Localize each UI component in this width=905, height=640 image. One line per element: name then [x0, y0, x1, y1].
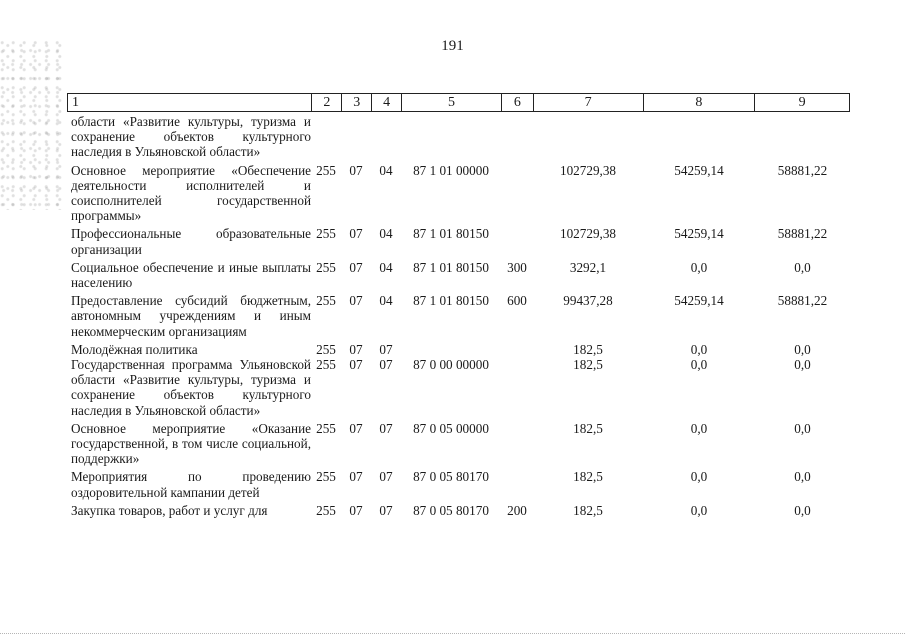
row-expense-type — [501, 421, 533, 467]
row-code-subsection: 04 — [379, 259, 393, 275]
row-expense-type — [501, 342, 533, 357]
row-amount-col7: 182,5 — [573, 502, 603, 518]
row-name: Мероприятия по проведению оздоровительной кампании детей — [71, 469, 311, 500]
row-code-section: 07 — [349, 341, 363, 357]
row-name: Основное мероприятие «Оказание государственной, в том числе социальной, поддержки» — [71, 420, 311, 467]
row-amount-col9: 58881,22 — [777, 293, 828, 309]
table-row — [67, 469, 850, 499]
row-target-article — [401, 342, 501, 357]
row-amount-col8: 54259,14 — [674, 293, 724, 309]
header-col-5: 5 — [401, 94, 501, 111]
table-header-row — [67, 93, 850, 112]
row-amount-col7: 99437,28 — [563, 293, 613, 309]
row-name: Основное мероприятие «Обеспечение деятельности исполнителей и соисполнителей государственной программы» — [71, 162, 311, 224]
row-name: области «Развитие культуры, туризма и сохранение объектов культурного наследия в Ульяновской области» — [71, 114, 311, 160]
row-expense-type: 600 — [507, 293, 527, 309]
row-code-section: 07 — [349, 502, 363, 518]
row-code-section: 07 — [349, 162, 363, 178]
row-code-section: 07 — [349, 259, 363, 275]
row-name: Профессиональные образовательные организации — [71, 226, 311, 257]
row-target-article — [401, 114, 501, 160]
row-expense-type — [501, 114, 533, 160]
row-amount-col8: 0,0 — [690, 502, 708, 518]
row-expense-type: 200 — [507, 502, 527, 518]
row-amount-col8: 54259,14 — [674, 226, 724, 242]
row-code-subsection: 07 — [379, 420, 393, 436]
row-amount-col7: 102729,38 — [559, 226, 617, 242]
row-amount-col9: 0,0 — [794, 420, 811, 436]
row-amount-col7: 182,5 — [573, 341, 603, 357]
table-row — [67, 357, 850, 418]
row-name: Предоставление субсидий бюджетным, автономным учреждениям и иным некоммерческим организациям — [71, 293, 311, 339]
row-amount-col7 — [533, 114, 643, 160]
row-code-subsection: 04 — [379, 162, 393, 178]
row-amount-col9: 0,0 — [794, 259, 811, 275]
page-number: 191 — [441, 38, 464, 54]
row-amount-col8 — [643, 114, 755, 160]
row-amount-col8: 0,0 — [690, 341, 708, 357]
row-amount-col8: 54259,14 — [674, 162, 724, 178]
header-col-7: 7 — [533, 94, 643, 111]
table-row — [67, 421, 850, 467]
header-col-9: 9 — [754, 94, 849, 111]
row-amount-col7: 182,5 — [573, 357, 603, 373]
row-amount-col8: 0,0 — [690, 469, 708, 485]
row-target-article: 87 1 01 80150 — [413, 226, 489, 242]
row-code-subsection: 07 — [379, 357, 393, 373]
row-target-article: 87 1 01 00000 — [413, 162, 489, 178]
row-code-ministry: 255 — [316, 226, 336, 242]
table-row — [67, 163, 850, 224]
table-row — [67, 260, 850, 290]
row-name: Закупка товаров, работ и услуг для — [71, 502, 268, 518]
row-amount-col9: 0,0 — [794, 357, 811, 373]
header-col-4: 4 — [371, 94, 401, 111]
row-target-article: 87 0 05 00000 — [413, 420, 489, 436]
row-code-ministry: 255 — [316, 469, 336, 485]
row-amount-col9: 58881,22 — [777, 162, 828, 178]
table-row — [67, 114, 850, 160]
row-code-ministry: 255 — [316, 293, 336, 309]
row-code-ministry: 255 — [316, 259, 336, 275]
row-amount-col9: 0,0 — [794, 502, 811, 518]
header-col-1: 1 — [72, 95, 79, 110]
scan-noise-margin — [0, 40, 62, 210]
row-code-ministry: 255 — [316, 420, 336, 436]
scan-bottom-edge — [0, 632, 905, 634]
row-name: Государственная программа Ульяновской области «Развитие культуры, туризма и сохранение объектов культурного наследия в Ульяновской области» — [71, 357, 311, 418]
row-code-section: 07 — [349, 226, 363, 242]
row-code-ministry — [311, 114, 341, 160]
row-expense-type: 300 — [507, 259, 527, 275]
row-code-subsection: 07 — [379, 341, 393, 357]
row-amount-col7: 102729,38 — [559, 162, 617, 178]
row-code-ministry: 255 — [316, 502, 336, 518]
row-code-section: 07 — [349, 420, 363, 436]
table-row — [67, 342, 850, 357]
row-code-subsection: 04 — [379, 293, 393, 309]
row-amount-col7: 182,5 — [573, 469, 603, 485]
row-code-ministry: 255 — [316, 162, 336, 178]
row-code-section: 07 — [349, 357, 363, 373]
row-amount-col9: 58881,22 — [777, 226, 828, 242]
table-row — [67, 293, 850, 339]
row-amount-col9: 0,0 — [794, 469, 811, 485]
row-target-article: 87 1 01 80150 — [413, 259, 489, 275]
row-amount-col7: 3292,1 — [569, 259, 607, 275]
table-row — [67, 226, 850, 256]
row-code-subsection: 07 — [379, 502, 393, 518]
row-expense-type — [501, 163, 533, 224]
row-name: Социальное обеспечение и иные выплаты населению — [71, 259, 311, 291]
row-name: Молодёжная политика — [71, 341, 198, 357]
header-col-8: 8 — [643, 94, 755, 111]
row-amount-col8: 0,0 — [690, 357, 708, 373]
row-target-article: 87 0 05 80170 — [413, 469, 489, 485]
header-col-6: 6 — [501, 94, 533, 111]
row-amount-col8: 0,0 — [690, 420, 708, 436]
row-target-article: 87 0 05 80170 — [413, 502, 489, 518]
row-target-article: 87 1 01 80150 — [413, 293, 489, 309]
row-code-subsection — [371, 114, 401, 160]
row-code-section: 07 — [349, 469, 363, 485]
row-amount-col9 — [755, 114, 850, 160]
row-amount-col9: 0,0 — [794, 341, 811, 357]
table-body — [67, 114, 850, 518]
row-expense-type — [501, 226, 533, 256]
row-code-section: 07 — [349, 293, 363, 309]
row-code-subsection: 07 — [379, 469, 393, 485]
row-code-subsection: 04 — [379, 226, 393, 242]
row-amount-col8: 0,0 — [690, 259, 708, 275]
header-col-3: 3 — [341, 94, 371, 111]
row-amount-col7: 182,5 — [573, 420, 603, 436]
row-expense-type — [501, 469, 533, 499]
row-code-ministry: 255 — [316, 357, 336, 373]
row-code-section — [341, 114, 371, 160]
table-row — [67, 503, 850, 518]
row-expense-type — [501, 357, 533, 418]
row-code-ministry: 255 — [316, 341, 336, 357]
header-col-2: 2 — [311, 94, 341, 111]
row-target-article: 87 0 00 00000 — [413, 357, 489, 373]
